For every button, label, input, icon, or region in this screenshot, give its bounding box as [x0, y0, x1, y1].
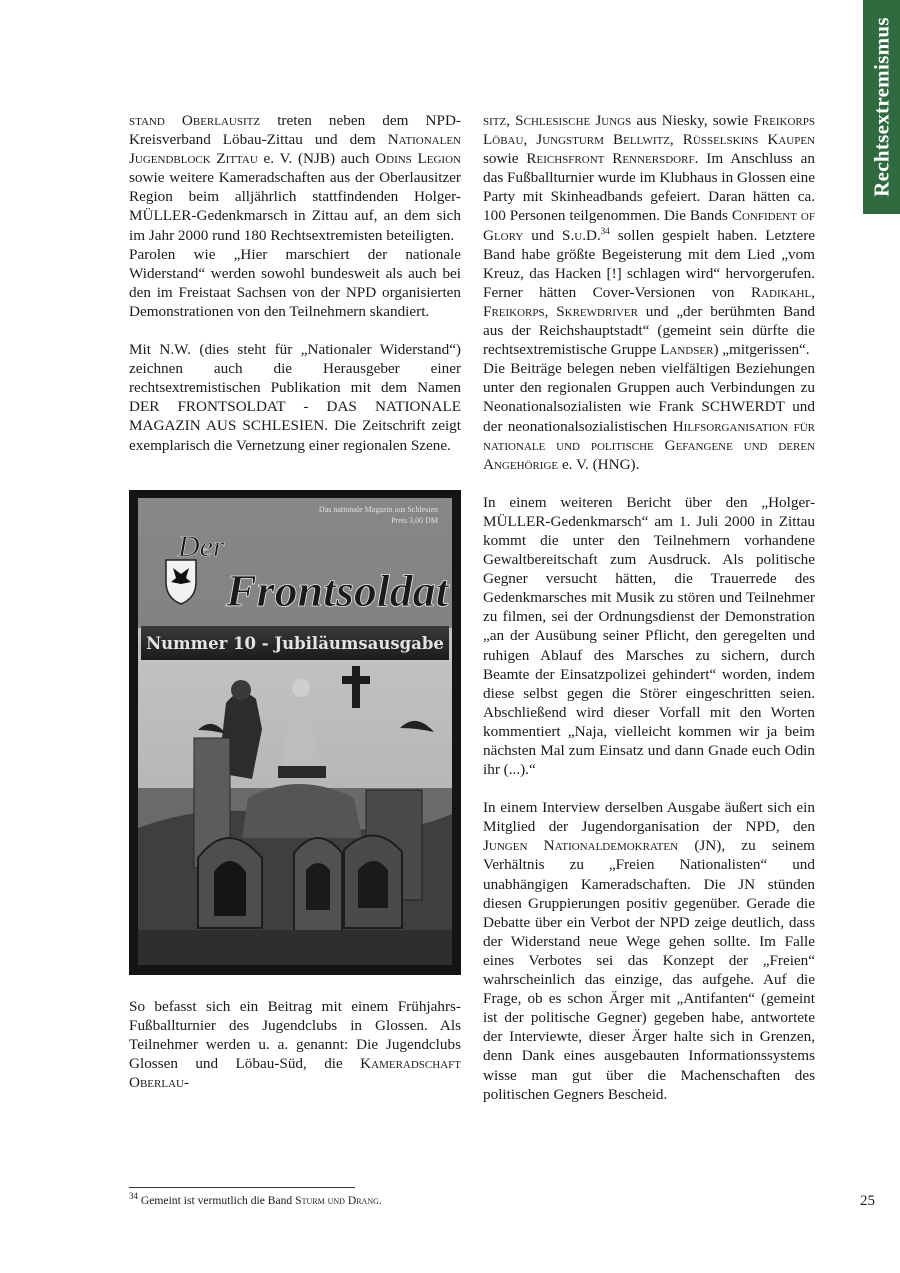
eagle-shield-icon [166, 560, 196, 604]
text-run: sowie [483, 150, 527, 168]
text-run: (JN), zu seinem Verhältnis zu „Freien Nationalisten“ und unabhängigen Kameradschaften. Die JN stünden diesen Gruppierungen positiv gegenüber. Gerade die Debatte über ein Verbot der NPD zeige deutlich, dass der Widerstand neue Wege gehen sollte. Im Falle eines Verbotes sei das Konzept der „Freien“ wahrscheinlich das einzige, das aufgehe. Auf die Frage, ob es schon Ärger mit „Antifanten“ (gemeint ist der politische Gegner) gegeben habe, antwortete der Interviewte, dieser Ärger halte sich in Grenzen, denn Dank eines ausgebauten Informationssystems wisse man gut über die Machenschaften des politischen Gegners Bescheid. [483, 837, 815, 1103]
section-tab-label: Rechtsextremismus [869, 17, 894, 197]
text-run: ) „mitgerissen“. [713, 341, 810, 359]
text-run: Jungen Nationaldemokraten [483, 837, 679, 855]
magazine-cover-figure [129, 490, 461, 975]
paragraph [129, 997, 461, 1092]
left-column [129, 111, 461, 455]
text-run: Nationalen Jugendblock Zittau [129, 131, 461, 168]
text-run: treten neben dem NPD-Kreisverband Löbau-Zittau und dem [129, 112, 461, 149]
cover-title-der: Der [178, 530, 225, 563]
text-run: Die Beiträge belegen neben vielfältigen Beziehungen unter den regionalen Gruppen auch Verbindungen zu Neonationalsozialisten wie Frank SCHWERDT und der neonationalsozialistischen [483, 360, 815, 435]
text-run: In einem weiteren Bericht über den „Holger-MÜLLER-Gedenkmarsch“ am 1. Juli 2000 in Zittau kommt die unter den Teilnehmern vorhandene Gewaltbereitschaft zum Ausdruck. Als politische Gegner versucht hätten, die Trauerrede des Gedenkmarsches mit Musik zu stören und Teilnehmer zu filmen, sei der Ordnungsdienst der Demonstration „an der Ausübung seiner Pflicht, den geregelten und ruhigen Ablauf des Marsches zu sichern, durch Beamte der Einsatzpolizei gehindert“ worden, indem diese selbst gegen die Störer eingeschritten seien. Abschließend wird dieser Vorfall mit den Worten kommentiert „Naja, vielleicht kommen wir ja beim nächsten Mal zum Einsatz und dann Gnade euch Odin ihr (...).“ [483, 493, 815, 779]
footnote-band-name: Sturm und Drang [295, 1194, 379, 1207]
text-run: Freikorps Löbau, Jungsturm Bellwitz, Rüsselskins Kaupen [483, 112, 815, 149]
page-number: 25 [860, 1193, 875, 1209]
text-run: Hilfsorganisation für nationale und politische Gefangene und deren Angehörige [483, 417, 815, 473]
paragraph [483, 359, 815, 474]
section-tab [863, 0, 900, 214]
text-run: So befasst sich ein Beitrag mit einem Frühjahrs-Fußballturnier des Jugendclubs in Glossen. Als Teilnehmer werden u. a. genannt: Die Jugendclubs Glossen und Löbau-Süd, die [129, 998, 461, 1073]
right-column [483, 111, 815, 1104]
magazine-cover-image [138, 498, 452, 965]
text-run: Radikahl, Freikorps, Skrewdriver [483, 283, 815, 320]
text-run: sowie weitere Kameradschaften aus der Oberlausitzer Region beim alljährlich stattfindenden Holger-MÜLLER-Gedenkmarsch in Zittau auf, an dem sich im Jahr 2000 rund 180 Rechtsextremisten beteiligten. [129, 169, 461, 244]
text-run: und [523, 226, 563, 244]
footnote-end: . [378, 1194, 382, 1207]
text-run: S.u.D. [562, 226, 601, 244]
text-run: stand Oberlausitz [129, 112, 261, 129]
text-run: Kameradschaft Oberlau- [129, 1055, 461, 1092]
footnote-divider [129, 1187, 355, 1188]
text-run: e. V. (HNG). [558, 455, 640, 473]
text-run: und „der berühmten Band aus der Reichshauptstadt“ (gemeint sein dürfte die rechtsextremistische Gruppe [483, 302, 816, 359]
cover-title-main: Frontsoldat [226, 565, 449, 616]
text-run: . Im Anschluss an das Fußballturnier wurde im Klubhaus in Glossen eine Party mit Skinheadbands gefeiert. Daran hätten ca. 100 Personen teilgenommen. Die Bands [483, 150, 815, 225]
text-run: Odins Legion [375, 150, 461, 168]
footnote [129, 1191, 382, 1208]
text-run: aus Niesky, sowie [631, 112, 754, 129]
paragraph [483, 798, 815, 1104]
cover-tagline: Das nationale Magazin aus Schlesien [318, 505, 438, 514]
paragraph [483, 493, 815, 779]
text-run: Parolen wie „Hier marschiert der nationale Widerstand“ werden sowohl bundesweit als auch bei den im Freistaat Sachsen von der NPD organisierten Demonstrationen von den Teilnehmern skandiert. [129, 245, 461, 320]
footnote-ref: 34 [600, 225, 610, 236]
text-run: Landser [660, 341, 714, 359]
cover-banner-text: Nummer 10 - Jubiläumsausgabe [146, 634, 444, 653]
text-run: Mit N.W. (dies steht für „Nationaler Widerstand“) zeichnen auch die Herausgeber einer rechtsextremistischen Publikation mit dem Namen DER FRONTSOLDAT - DAS NATIONALE MAGAZIN AUS SCHLESIEN. Die Zeitschrift zeigt exemplarisch die Vernetzung einer regionalen Szene. [129, 341, 461, 454]
text-run: sollen gespielt haben. Letztere Band habe größte Begeisterung mit dem Lied „vom Kreuz, das Hacken [!] schlagen wird“ hervorgerufen. Ferner hätten Cover-Versionen von [483, 226, 815, 301]
left-column-bottom [129, 997, 461, 1092]
text-run: e. V. (NJB) auch [257, 150, 376, 168]
paragraph [129, 111, 461, 245]
text-run: Confident of Glory [483, 207, 815, 244]
cover-illustration [138, 498, 452, 965]
text-run: sitz, Schlesische Jungs [483, 112, 632, 129]
paragraph [129, 340, 461, 455]
text-run: In einem Interview derselben Ausgabe äußert sich ein Mitglied der Jugendorganisation der NPD, den [483, 799, 815, 836]
footnote-number: 34 [129, 1191, 138, 1202]
footnote-text: Gemeint ist vermutlich die Band [138, 1194, 296, 1207]
paragraph [483, 111, 815, 359]
text-run: Reichsfront Rennersdorf [526, 150, 695, 168]
paragraph [129, 245, 461, 321]
cover-price: Preis 3,00 DM [391, 516, 438, 525]
